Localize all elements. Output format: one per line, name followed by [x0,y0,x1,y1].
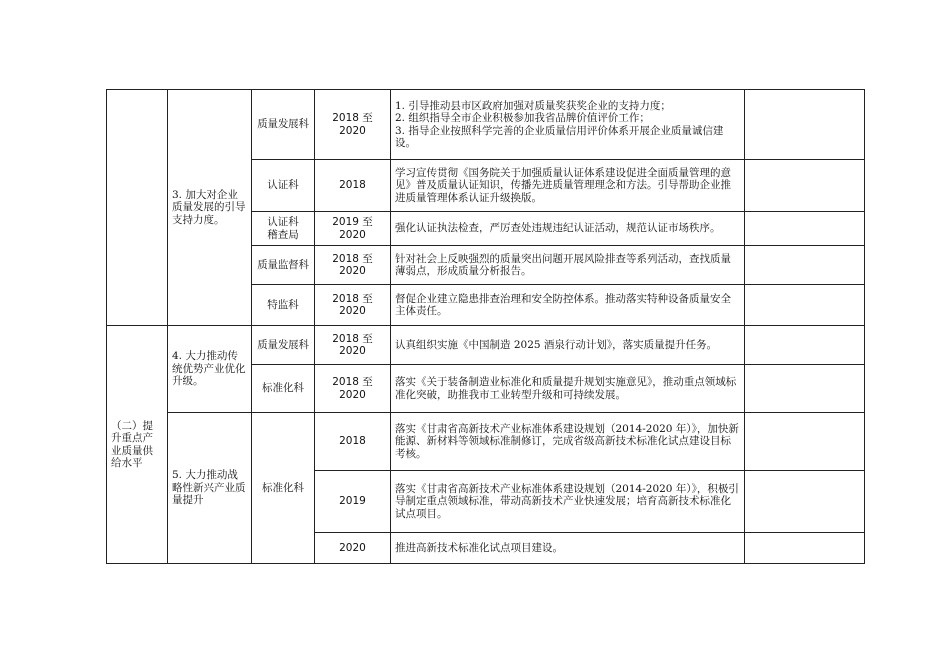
time-cell: 2019 至 2020 [315,212,391,246]
measure-cell: 强化认证执法检查，严厉查处违规违纪认证活动，规范认证市场秩序。 [391,212,745,246]
dept-cell: 标准化科 [252,413,315,564]
measure-cell: 1. 引导推动县市区政府加强对质量奖获奖企业的支持力度； 2. 组织指导全市企业积极参加我省品牌价值评价工作； 3. 指导企业按照科学完善的企业质量信用评价体系开展企业质量诚信建设。 [391,90,745,160]
note-cell [745,471,865,533]
plan-table [106,89,865,564]
measure-cell: 认真组织实施《中国制造 2025 酒泉行动计划》，落实质量提升任务。 [391,326,745,365]
measure-cell: 推进高新技术标准化试点项目建设。 [391,533,745,564]
area-cell: （二）提升重点产业质量供给水平 [107,326,168,564]
dept-cell: 标准化科 [252,365,315,413]
time-cell: 2018 至 2020 [315,285,391,326]
note-cell [745,246,865,285]
dept-cell: 质量发展科 [252,90,315,160]
task-cell: 3. 加大对企业质量发展的引导支持力度。 [168,90,252,326]
time-cell: 2018 [315,160,391,212]
note-cell [745,413,865,471]
time-cell: 2018 至 2020 [315,90,391,160]
measure-cell: 学习宣传贯彻《国务院关于加强质量认证体系建设促进全面质量管理的意见》普及质量认证知识，传播先进质量管理理念和方法。引导帮助企业推进质量管理体系认证升级换版。 [391,160,745,212]
area-cell [107,90,168,326]
time-cell: 2018 [315,413,391,471]
note-cell [745,533,865,564]
time-cell: 2019 [315,471,391,533]
dept-cell: 质量监督科 [252,246,315,285]
measure-cell: 落实《关于装备制造业标准化和质量提升规划实施意见》，推动重点领域标准化突破，助推我市工业转型升级和可持续发展。 [391,365,745,413]
table-row [107,90,865,160]
time-cell: 2018 至 2020 [315,365,391,413]
task-cell: 4. 大力推动传统优势产业优化升级。 [168,326,252,413]
measure-cell: 督促企业建立隐患排查治理和安全防控体系。推动落实特种设备质量安全主体责任。 [391,285,745,326]
measure-cell: 针对社会上反映强烈的质量突出问题开展风险排查等系列活动，查找质量薄弱点，形成质量分析报告。 [391,246,745,285]
dept-cell: 认证科 稽查局 [252,212,315,246]
table-row [107,326,865,365]
measure-cell: 落实《甘肃省高新技术产业标准体系建设规划（2014-2020 年）》，积极引导制定重点领域标准，带动高新技术产业快速发展；培育高新技术标准化试点项目。 [391,471,745,533]
time-cell: 2018 至 2020 [315,326,391,365]
dept-cell: 认证科 [252,160,315,212]
dept-cell: 特监科 [252,285,315,326]
dept-cell: 质量发展科 [252,326,315,365]
note-cell [745,212,865,246]
note-cell [745,285,865,326]
time-cell: 2018 至 2020 [315,246,391,285]
table-row [107,413,865,471]
task-cell: 5. 大力推动战略性新兴产业质量提升 [168,413,252,564]
note-cell [745,90,865,160]
note-cell [745,160,865,212]
note-cell [745,365,865,413]
time-cell: 2020 [315,533,391,564]
note-cell [745,326,865,365]
measure-cell: 落实《甘肃省高新技术产业标准体系建设规划（2014-2020 年）》，加快新能源、新材料等领域标准制修订，完成省级高新技术标准化试点建设目标考核。 [391,413,745,471]
